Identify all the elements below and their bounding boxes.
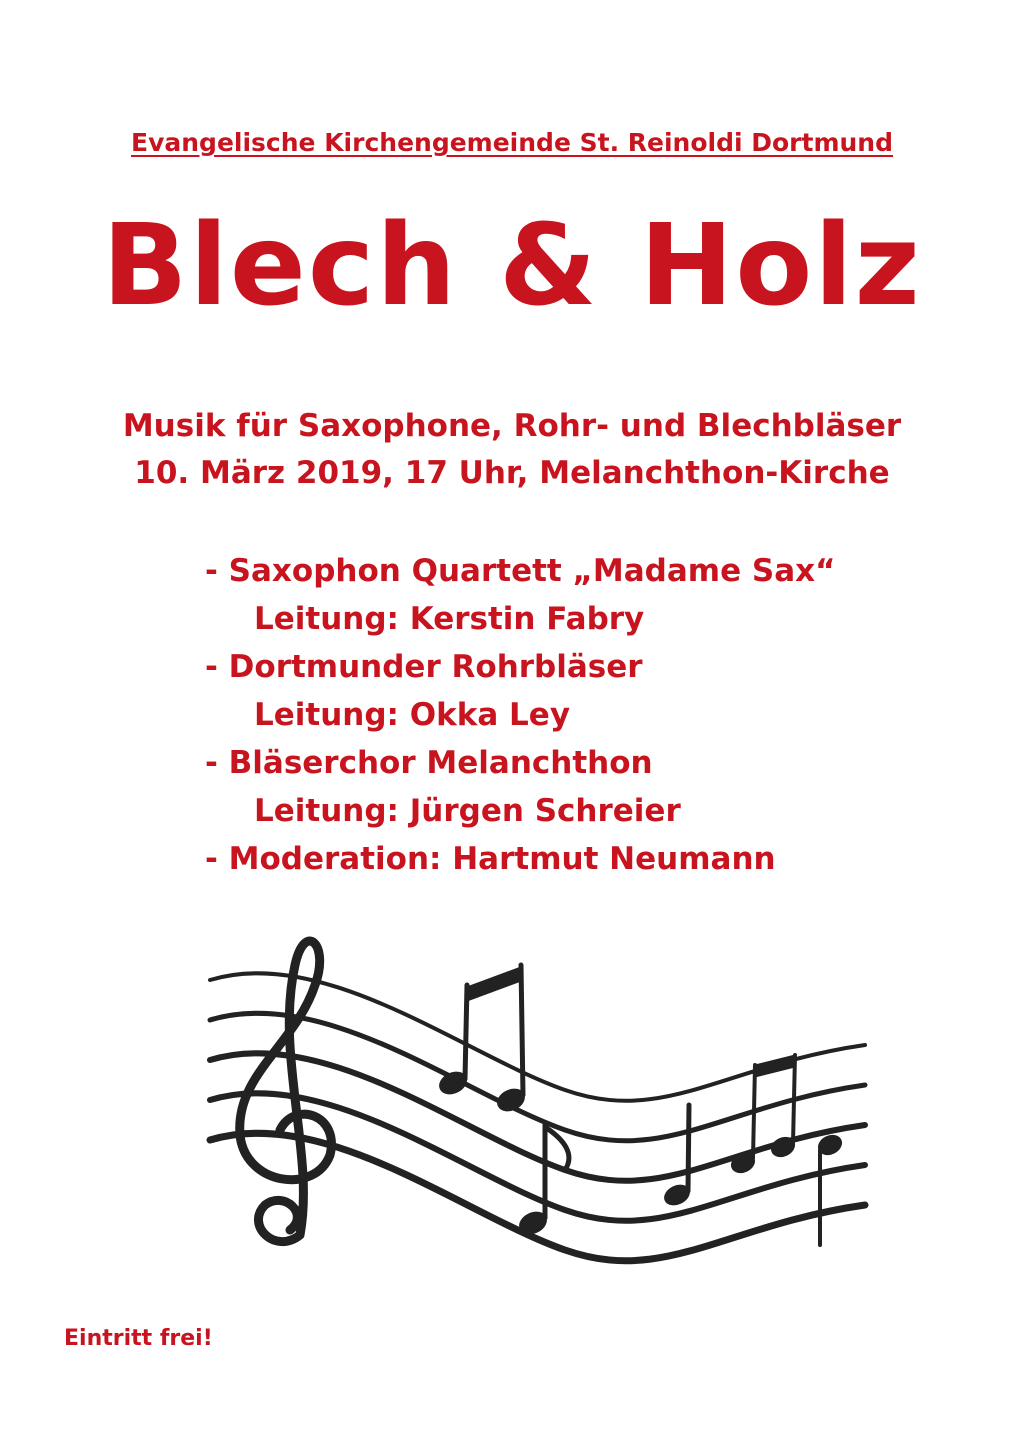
- date-line: 10. März 2019, 17 Uhr, Melanchthon-Kirche: [134, 455, 890, 491]
- program-group-1: - Saxophon Quartett „Madame Sax“: [205, 553, 836, 589]
- program-leader-2: Leitung: Okka Ley: [254, 697, 571, 733]
- admission-note: Eintritt frei!: [64, 1326, 213, 1351]
- poster-title: Blech & Holz: [102, 201, 922, 331]
- subtitle: Musik für Saxophone, Rohr- und Blechbläser: [122, 408, 902, 444]
- moderation-line: - Moderation: Hartmut Neumann: [205, 841, 776, 877]
- organization-heading: Evangelische Kirchengemeinde St. Reinoldi Dortmund: [131, 128, 893, 157]
- program-group-2: - Dortmunder Rohrbläser: [205, 649, 643, 685]
- program-leader-3: Leitung: Jürgen Schreier: [254, 793, 681, 829]
- program-leader-1: Leitung: Kerstin Fabry: [254, 601, 645, 637]
- program-group-3: - Bläserchor Melanchthon: [205, 745, 653, 781]
- music-notes-staff-icon: [205, 905, 880, 1305]
